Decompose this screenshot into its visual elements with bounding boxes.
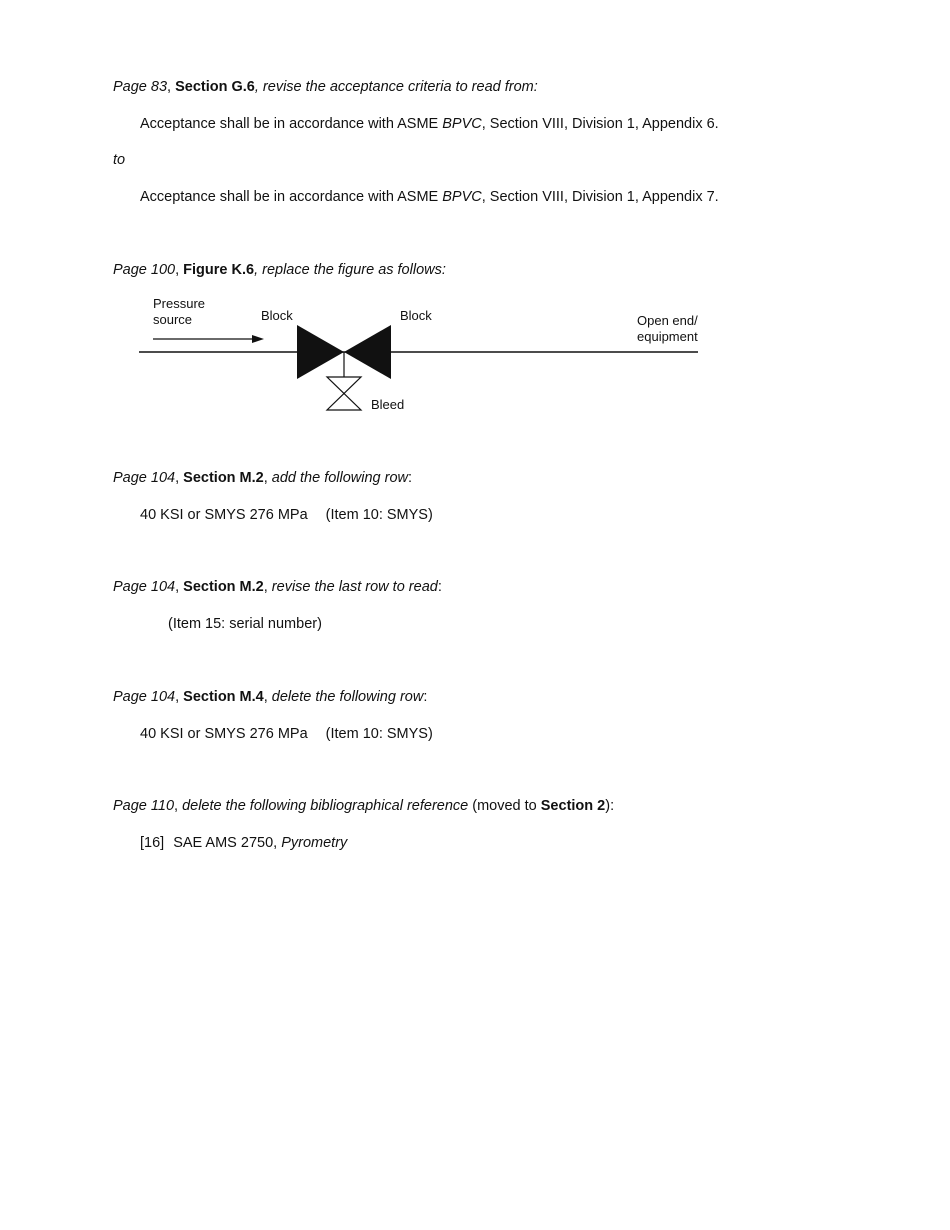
m2-revise-section: Section M.2 [183, 579, 264, 595]
open-end-label-2: equipment [637, 329, 698, 344]
biblio-section: Section 2 [540, 798, 606, 814]
open-end-label-1: Open end/ [637, 313, 698, 328]
biblio-ref-title: Pyrometry [281, 835, 348, 851]
g6-section: Section G.6 [175, 79, 255, 95]
k6-instruction: , replace the figure as follows: [254, 262, 446, 278]
block-valve-left [297, 325, 344, 379]
m4-delete-row-item: (Item 10: SMYS) [325, 726, 433, 742]
m2-revise-row: (Item 15: serial number) [168, 616, 322, 632]
g6-to: to [113, 152, 126, 168]
biblio-reference [140, 835, 347, 851]
bleed-valve [327, 377, 361, 410]
block-bleed-valve-diagram [130, 288, 720, 418]
k6-figure: Figure K.6 [183, 262, 255, 278]
m2-add-page: Page 104 [113, 470, 176, 486]
pressure-source-label-1: Pressure [153, 296, 206, 311]
k6-page: Page 100 [113, 262, 176, 278]
m4-delete-instruction: delete the following row [271, 689, 424, 705]
biblio-heading: Page 110, delete the following bibliographical reference (moved to Section 2): [113, 798, 615, 814]
m2-revise-page: Page 104 [113, 579, 176, 595]
m2-add-section: Section M.2 [183, 470, 264, 486]
m4-delete-heading: Page 104, Section M.4, delete the following row: [113, 689, 428, 705]
block-right-label: Block [400, 308, 432, 323]
block-left-label: Block [261, 308, 293, 323]
bleed-label: Bleed [371, 397, 405, 412]
g6-to-text-a: Acceptance shall be in accordance with ASME [140, 189, 443, 205]
g6-to-bpvc: BPVC [442, 189, 482, 205]
block-valve-right [344, 325, 391, 379]
m4-delete-row [140, 726, 433, 742]
biblio-instruction: delete the following bibliographical reference [182, 798, 469, 814]
m4-delete-page: Page 104 [113, 689, 176, 705]
g6-to-text [140, 189, 719, 205]
m2-add-row-value: 40 KSI or SMYS 276 MPa [140, 507, 308, 523]
m4-delete-row-value: 40 KSI or SMYS 276 MPa [140, 726, 308, 742]
m4-delete-section: Section M.4 [183, 689, 264, 705]
g6-from-text [140, 116, 719, 132]
biblio-ref-text: SAE AMS 2750, [173, 835, 282, 851]
m2-add-instruction: add the following row [271, 470, 409, 486]
biblio-page: Page 110 [113, 798, 175, 814]
m2-revise-instruction: revise the last row to read [271, 579, 438, 595]
flow-arrow-head [252, 335, 264, 343]
m2-revise-heading: Page 104, Section M.2, revise the last row to read: [113, 579, 442, 595]
g6-to-label [113, 152, 125, 168]
g6-from-text-b: , Section VIII, Division 1, Appendix 6. [481, 116, 719, 132]
g6-from-text-a: Acceptance shall be in accordance with ASME [140, 116, 443, 132]
g6-to-text-b: , Section VIII, Division 1, Appendix 7. [481, 189, 719, 205]
biblio-moved: (moved to [468, 798, 541, 814]
pressure-source-label-2: source [153, 312, 193, 327]
k6-heading: Page 100, Figure K.6, replace the figure as follows: [113, 262, 446, 278]
m2-add-heading: Page 104, Section M.2, add the following row: [113, 470, 413, 486]
biblio-ref-number: [16] [140, 835, 165, 851]
g6-instruction: , revise the acceptance criteria to read from: [254, 79, 538, 95]
biblio-close: ): [605, 798, 615, 814]
g6-heading: Page 83, Section G.6, revise the acceptance criteria to read from: [113, 79, 538, 95]
g6-page: Page 83 [113, 79, 168, 95]
g6-from-bpvc: BPVC [442, 116, 482, 132]
m2-add-row-item: (Item 10: SMYS) [325, 507, 433, 523]
m2-add-row [140, 507, 433, 523]
